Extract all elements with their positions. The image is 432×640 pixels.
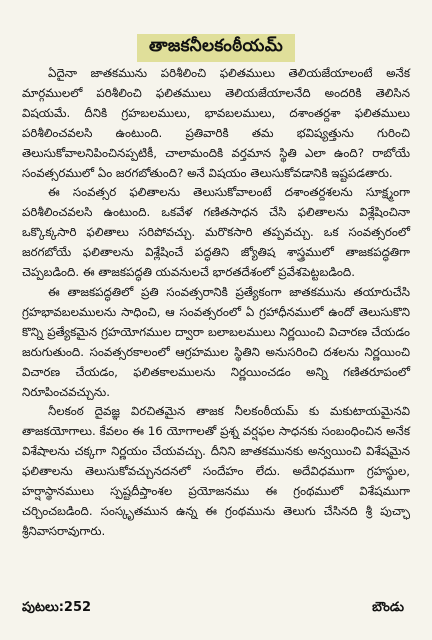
paragraph-tajaka-method: ఈ తాజకపద్ధతిలో ప్రతి సంవత్సరానికి ప్రత్యేకంగా జాతకమును తయారుచేసి గ్రహభావబలములను సాధించి, ఆ సంవత్సరంలో ఏ గ్రహాధీనములో ఉందో తెలుసుకొని కొన్ని ప్రత్యేకమైన గ్రహయోగముల ద్వారా బలాబలములు నిర్ణయించి విచారణ చేయడం జరుగుతుంది. సంవత్సరకాలంలో ఆగ్రహముల స్థితిని అనుసరించి దశలను నిర్ణయించి విచారణ చేయడం, ఫలితకాలములను నిర్ణయించడం అన్ని గణితరూపంలో నిరూపించవచ్చును. — [22, 284, 410, 399]
description-body — [22, 64, 410, 542]
paragraph-intro: ఏదైనా జాతకమును పరిశీలించి ఫలితములు తెలియజేయాలంటే అనేక మార్గములలో పరిశీలించి ఫలితములు తెలియజేయాలనేది అందరికి తెలిసిన విషయమే. దీనికి గ్రహబలములు, భావబలములు, దశాంతర్దశా ఫలితములు పరిశీలించవలసి ఉంటుంది. ప్రతివారికి తమ భవిష్యత్తును గురించి తెలుసుకోవాలనిపించినప్పటికీ, చాలామందికి వర్తమాన స్థితి ఎలా ఉంది? రాబోయే సంవత్సరములో ఏం జరగబోతుంది? అనే విషయం తెలుసుకోవడానికి ఇష్టపడతారు. — [22, 66, 410, 180]
book-info-footer — [22, 600, 410, 620]
page-count: పుటలు:252 — [22, 600, 92, 615]
paragraph-book-summary: నీలకంఠ దైవజ్ఞ విరచితమైన తాజక నీలకంఠీయమ్ కు మకుటాయమైనవి తాజకయోగాలు. కేవలం ఈ 16 యోగాలతో ప్రశ్న వర్షఫల సాధనకు సంబంధించిన అనేక విశేషాలను చక్కగా నిర్ణయం చేయవచ్చు. దీనిని జాతకమునకు అన్వయించి విశేషమైన ఫలితాలను తెలుసుకోవచ్చునదనలో సందేహం లేదు. అదేవిధముగా గ్రహస్థుల, హర్షాస్థానములు స్పష్టదీప్తాంశల ప్రయోజనము ఈ గ్రంథములో విశేషముగా చర్చించబడింది. సంస్కృతమున ఉన్న ఈ గ్రంథమును తెలుగు చేసినది శ్రీ పుచ్ఛా శ్రీనివాసరావుగారు. — [22, 404, 410, 538]
title-banner — [0, 34, 432, 62]
paragraph-annual-results: ఈ సంవత్సర ఫలితాలను తెలుసుకోవాలంటే దశాంతర్దశలను సూక్ష్మంగా పరిశీలించవలసి ఉంటుంది. ఒకవేళ గణితసాధన చేసి ఫలితాలను విశ్లేషించినా ఒక్కొక్కసారి ఫలితాలు సరిపోవచ్చు. మరొకసారి తప్పవచ్చు. ఒక సంవత్సరంలో జరగబోయే ఫలితాలను విశ్లేషించే పద్ధతిని జ్యోతిష శాస్త్రములో తాజకపద్ధతిగా చెప్పబడింది. ఈ తాజకపద్ధతి యవనులచే భారతదేశంలో ప్రవేశపెట్టబడింది. — [22, 185, 410, 280]
binding-type: బౌండు — [372, 600, 404, 615]
page-title: తాజకనీలకంఠీయమ్ — [137, 34, 295, 62]
